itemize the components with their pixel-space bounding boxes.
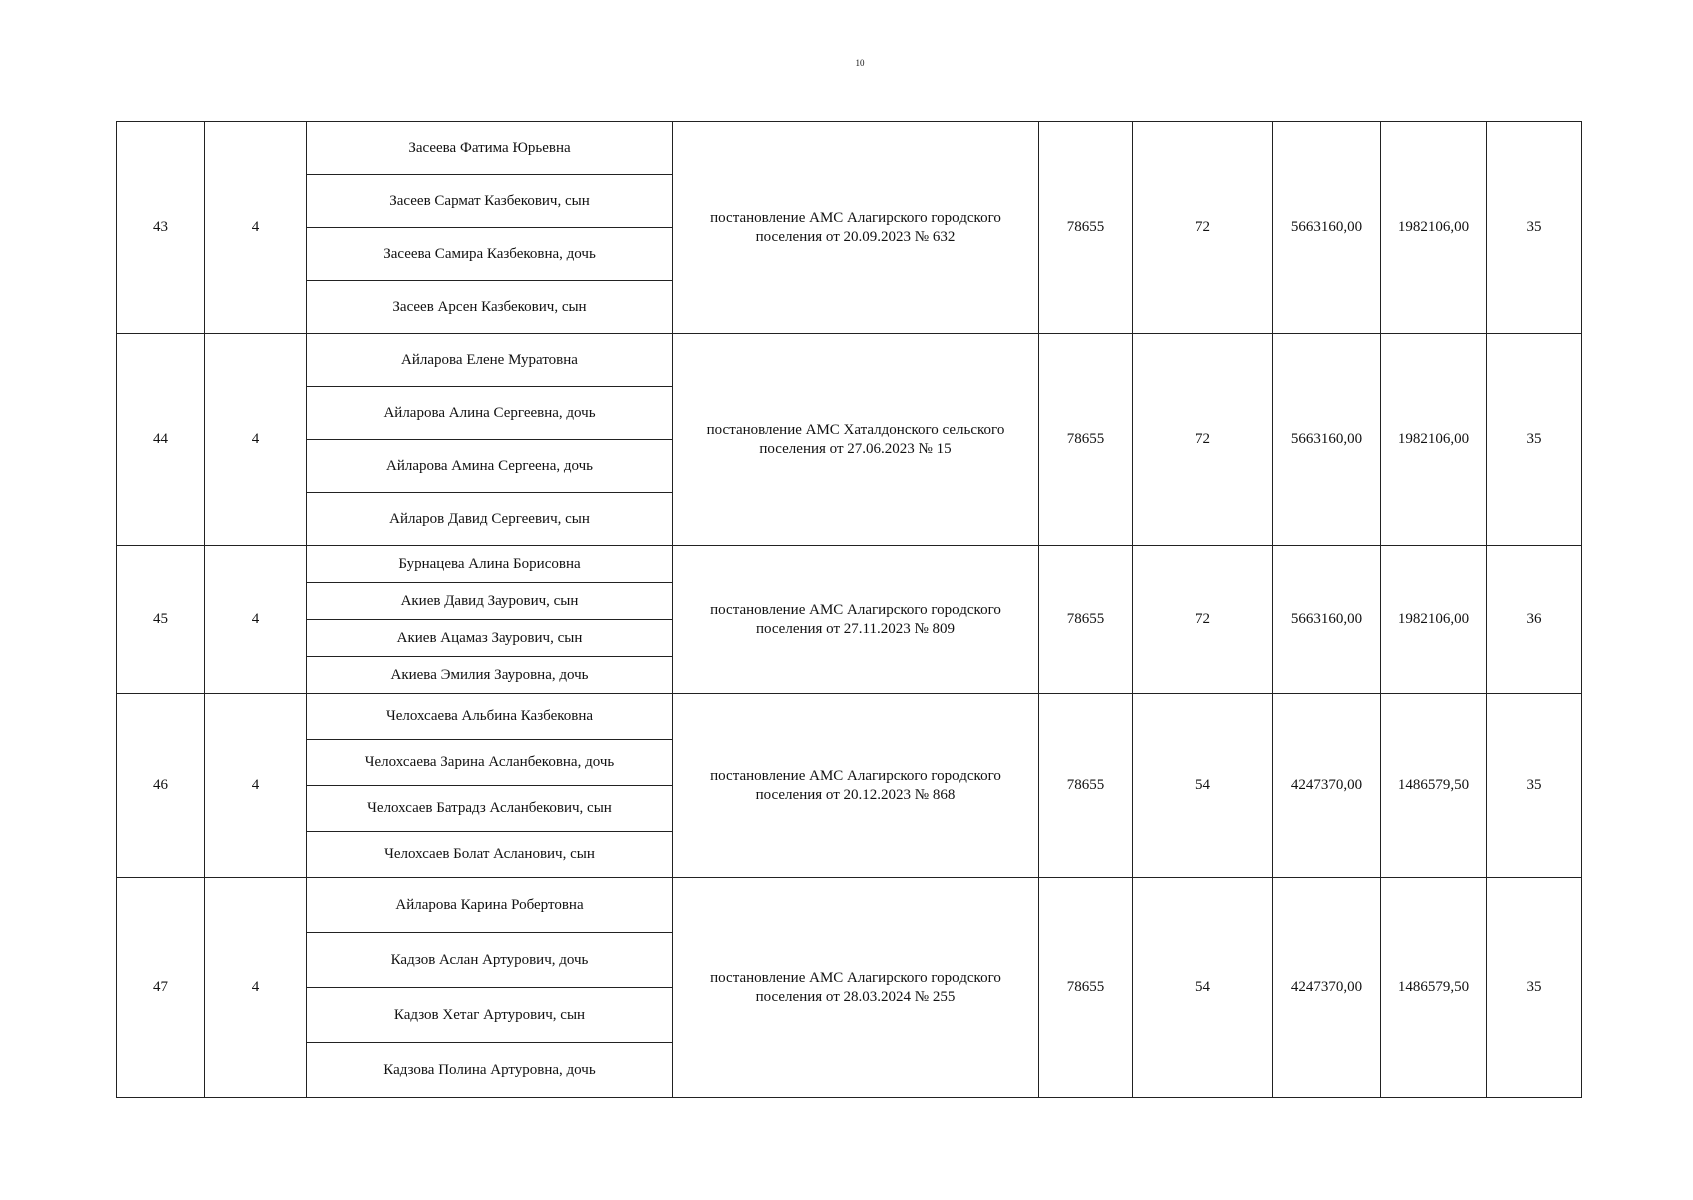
- decision-cell: постановление АМС Алагирского городского поселения от 27.11.2023 № 809: [673, 546, 1039, 694]
- area-cell: 72: [1133, 546, 1273, 694]
- total-cost-cell: 5663160,00: [1273, 546, 1381, 694]
- area-cell: 72: [1133, 334, 1273, 546]
- family-size-cell: 4: [205, 878, 307, 1098]
- area-cell: 54: [1133, 878, 1273, 1098]
- table-row: [117, 878, 1582, 933]
- area-cell: 72: [1133, 122, 1273, 334]
- row-number-cell: 43: [117, 122, 205, 334]
- area-cell: 54: [1133, 694, 1273, 878]
- member-name-cell: Айларов Давид Сергеевич, сын: [307, 493, 673, 546]
- member-name-cell: Челохсаева Зарина Асланбековна, дочь: [307, 740, 673, 786]
- page-number: 10: [855, 58, 865, 68]
- member-name-cell: Челохсаева Альбина Казбековна: [307, 694, 673, 740]
- member-name-cell: Айларова Алина Сергеевна, дочь: [307, 387, 673, 440]
- member-name-cell: Айларова Елене Муратовна: [307, 334, 673, 387]
- total-cost-cell: 4247370,00: [1273, 878, 1381, 1098]
- table-row: [117, 546, 1582, 583]
- member-name-cell: Акиев Давид Заурович, сын: [307, 583, 673, 620]
- price-per-m2-cell: 78655: [1039, 334, 1133, 546]
- member-name-cell: Челохсаев Батрадз Асланбекович, сын: [307, 786, 673, 832]
- price-per-m2-cell: 78655: [1039, 122, 1133, 334]
- subsidy-cell: 1486579,50: [1381, 878, 1487, 1098]
- row-number-cell: 47: [117, 878, 205, 1098]
- total-cost-cell: 4247370,00: [1273, 694, 1381, 878]
- table-row: [117, 694, 1582, 740]
- subsidy-cell: 1982106,00: [1381, 334, 1487, 546]
- decision-cell: постановление АМС Алагирского городского поселения от 20.12.2023 № 868: [673, 694, 1039, 878]
- price-per-m2-cell: 78655: [1039, 694, 1133, 878]
- subsidy-cell: 1982106,00: [1381, 122, 1487, 334]
- row-number-cell: 44: [117, 334, 205, 546]
- decision-cell: постановление АМС Алагирского городского поселения от 28.03.2024 № 255: [673, 878, 1039, 1098]
- subsidy-cell: 1486579,50: [1381, 694, 1487, 878]
- percent-cell: 36: [1487, 546, 1582, 694]
- member-name-cell: Бурнацева Алина Борисовна: [307, 546, 673, 583]
- member-name-cell: Засеев Арсен Казбекович, сын: [307, 281, 673, 334]
- member-name-cell: Айларова Амина Сергеена, дочь: [307, 440, 673, 493]
- member-name-cell: Кадзов Аслан Артурович, дочь: [307, 933, 673, 988]
- family-size-cell: 4: [205, 334, 307, 546]
- total-cost-cell: 5663160,00: [1273, 334, 1381, 546]
- member-name-cell: Акиева Эмилия Зауровна, дочь: [307, 657, 673, 694]
- price-per-m2-cell: 78655: [1039, 878, 1133, 1098]
- member-name-cell: Засеев Сармат Казбекович, сын: [307, 175, 673, 228]
- table-row: [117, 122, 1582, 175]
- member-name-cell: Айларова Карина Робертовна: [307, 878, 673, 933]
- percent-cell: 35: [1487, 878, 1582, 1098]
- percent-cell: 35: [1487, 334, 1582, 546]
- family-size-cell: 4: [205, 694, 307, 878]
- table-row: [117, 334, 1582, 387]
- member-name-cell: Челохсаев Болат Асланович, сын: [307, 832, 673, 878]
- decision-cell: постановление АМС Хаталдонского сельского поселения от 27.06.2023 № 15: [673, 334, 1039, 546]
- row-number-cell: 45: [117, 546, 205, 694]
- member-name-cell: Акиев Ацамаз Заурович, сын: [307, 620, 673, 657]
- percent-cell: 35: [1487, 122, 1582, 334]
- families-table: [116, 121, 1582, 1098]
- total-cost-cell: 5663160,00: [1273, 122, 1381, 334]
- member-name-cell: Засеева Фатима Юрьевна: [307, 122, 673, 175]
- subsidy-cell: 1982106,00: [1381, 546, 1487, 694]
- row-number-cell: 46: [117, 694, 205, 878]
- percent-cell: 35: [1487, 694, 1582, 878]
- table-body: [117, 122, 1582, 1098]
- decision-cell: постановление АМС Алагирского городского поселения от 20.09.2023 № 632: [673, 122, 1039, 334]
- member-name-cell: Засеева Самира Казбековна, дочь: [307, 228, 673, 281]
- price-per-m2-cell: 78655: [1039, 546, 1133, 694]
- family-size-cell: 4: [205, 122, 307, 334]
- family-size-cell: 4: [205, 546, 307, 694]
- member-name-cell: Кадзов Хетаг Артурович, сын: [307, 988, 673, 1043]
- member-name-cell: Кадзова Полина Артуровна, дочь: [307, 1043, 673, 1098]
